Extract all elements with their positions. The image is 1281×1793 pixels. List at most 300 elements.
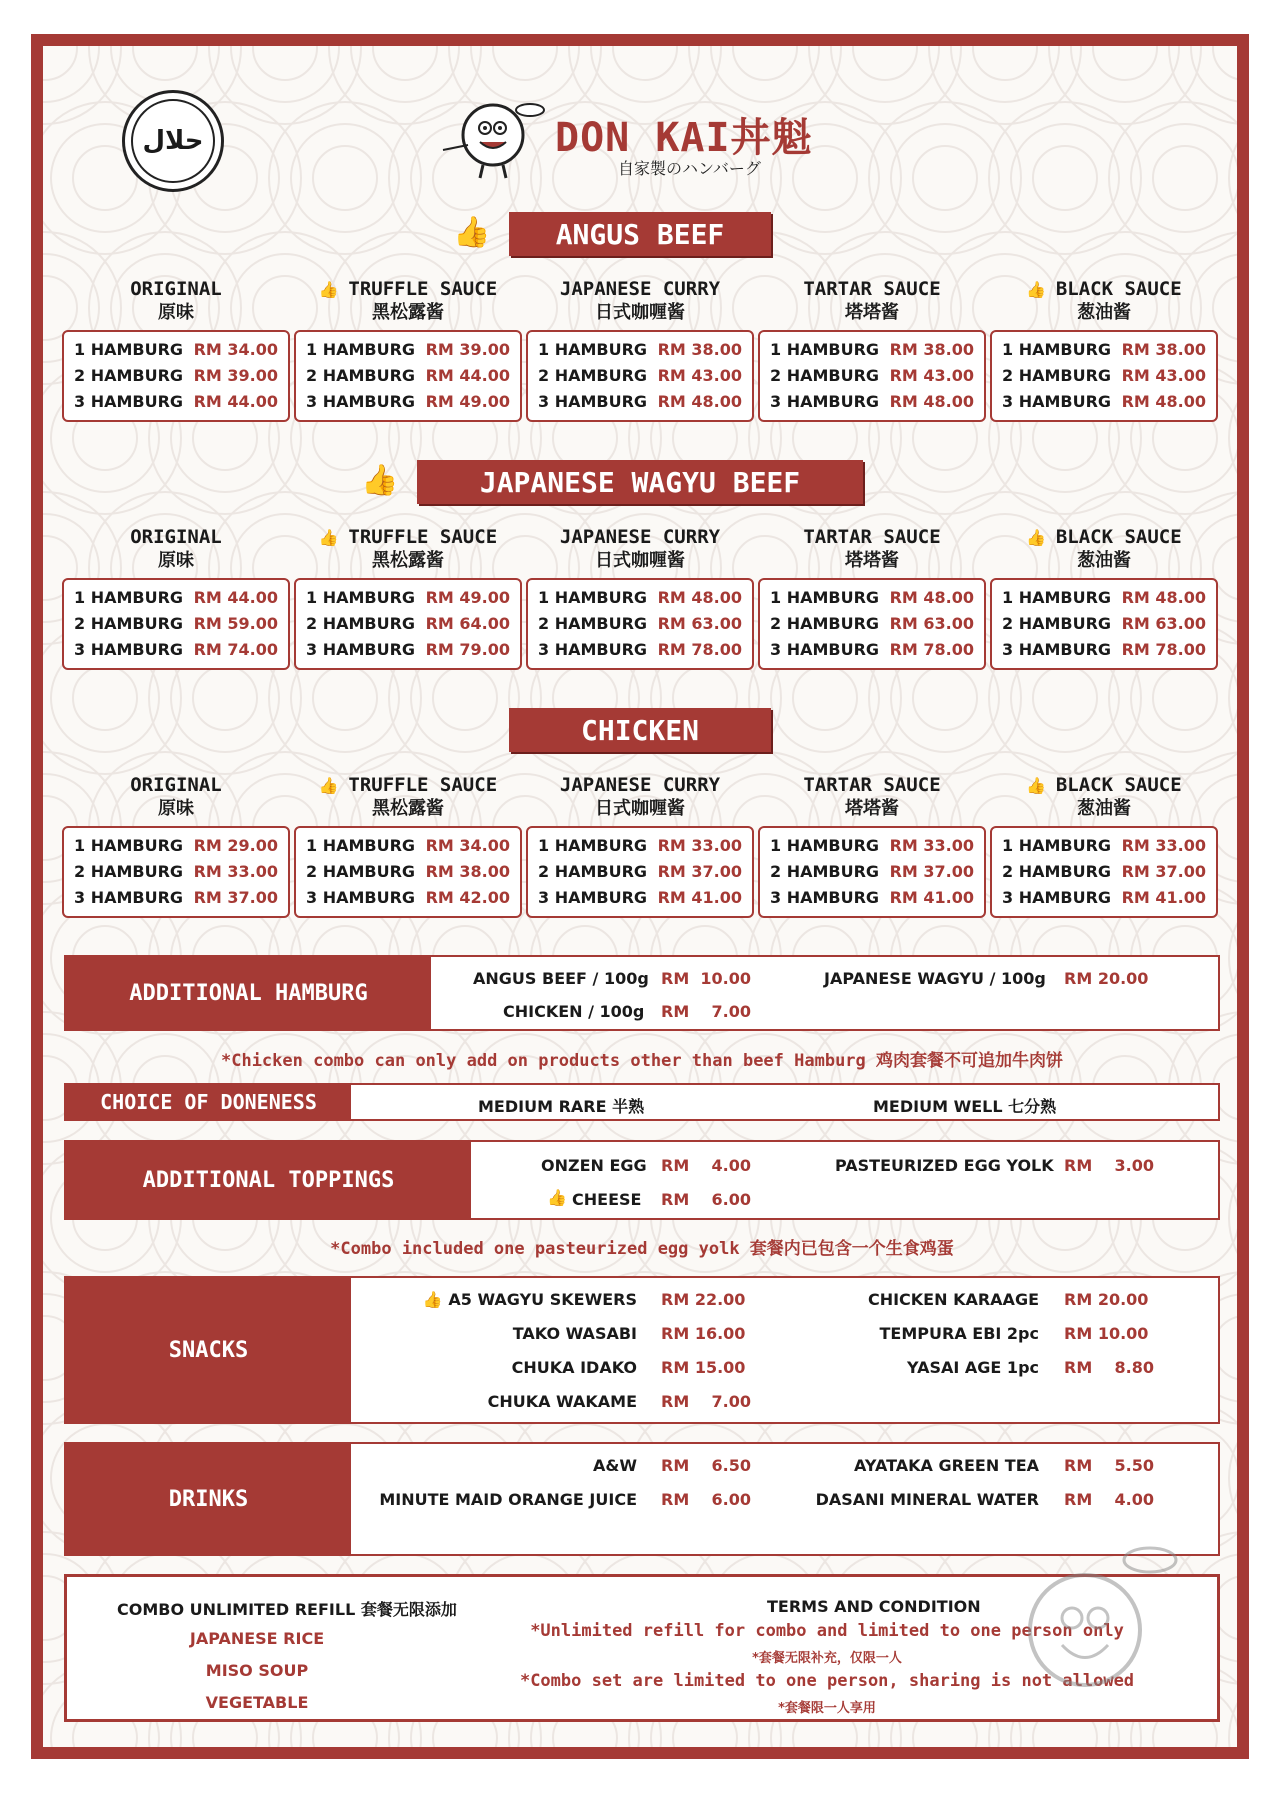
- flavor-title: [526, 774, 754, 820]
- hamburg-price: RM 39.00: [425, 339, 510, 359]
- hamburg-price: RM 38.00: [657, 339, 742, 359]
- flavor-name-en-text: ORIGINAL: [130, 526, 222, 548]
- angus-100g-price: RM 10.00: [661, 969, 751, 988]
- section-banner: JAPANESE WAGYU BEEF: [417, 460, 863, 504]
- flavor-name-en: [758, 526, 986, 549]
- egg-combo-note: *Combo included one pasteurized egg yolk 套餐内已包含一个生食鸡蛋: [330, 1239, 954, 1259]
- price-row: [306, 858, 510, 884]
- hamburg-price: RM 59.00: [193, 613, 278, 633]
- flavor-name-en: [990, 526, 1218, 549]
- hamburg-qty: 3 HAMBURG: [1002, 639, 1112, 659]
- combo-item: JAPANESE RICE: [189, 1629, 325, 1648]
- price-row: [538, 584, 742, 610]
- hamburg-price: RM 78.00: [889, 639, 974, 659]
- flavor-name-cn: 黑松露酱: [372, 550, 444, 571]
- hamburg-price: RM 34.00: [425, 835, 510, 855]
- additional-hamburg-label: ADDITIONAL HAMBURG: [66, 957, 431, 1029]
- hamburg-price: RM 44.00: [193, 391, 278, 411]
- flavor-title: [62, 774, 290, 820]
- terms-line: *Combo set are limited to one person, sharing is not allowed: [519, 1671, 1135, 1691]
- thumbs-up-icon: 👍: [318, 528, 349, 547]
- chicken-100g-price: RM 7.00: [661, 1002, 751, 1021]
- menu-item-name: [379, 1490, 637, 1509]
- additional-hamburg-section: [64, 955, 1220, 1031]
- flavor-name-en-text: ORIGINAL: [130, 774, 222, 796]
- hamburg-price: RM 33.00: [657, 835, 742, 855]
- thumbs-up-icon: 👍: [547, 1188, 567, 1207]
- price-row: [538, 388, 742, 414]
- thumbs-up-icon: 👍: [318, 280, 349, 299]
- price-box: [526, 330, 754, 422]
- price-row: [306, 388, 510, 414]
- flavor-name-en-text: TARTAR SAUCE: [803, 278, 941, 300]
- hamburg-qty: 3 HAMBURG: [74, 391, 184, 411]
- hamburg-qty: 1 HAMBURG: [770, 587, 880, 607]
- hamburg-qty: 3 HAMBURG: [1002, 391, 1112, 411]
- flavor-title: [990, 278, 1218, 324]
- price-row: [74, 636, 278, 662]
- angus-100g-name: ANGUS BEEF / 100g: [473, 969, 649, 988]
- menu-item-name-text: A&W: [593, 1456, 637, 1475]
- price-row: [306, 636, 510, 662]
- flavor-name-cn: 葱油酱: [1077, 798, 1131, 819]
- drinks-label: DRINKS: [66, 1444, 351, 1554]
- hamburg-qty: 2 HAMBURG: [538, 861, 648, 881]
- flavor-name-en-text: BLACK SAUCE: [1055, 774, 1182, 796]
- flavor-name-en: [62, 278, 290, 301]
- flavor-title: [526, 526, 754, 572]
- hamburg-qty: 3 HAMBURG: [306, 639, 416, 659]
- terms-title: TERMS AND CONDITION: [767, 1597, 981, 1616]
- price-row: [538, 362, 742, 388]
- hamburg-price: RM 63.00: [889, 613, 974, 633]
- combo-item: VEGETABLE: [205, 1693, 309, 1712]
- price-row: [74, 832, 278, 858]
- mascot-logo: [438, 90, 548, 180]
- flavor-title: [758, 774, 986, 820]
- price-row: [770, 636, 974, 662]
- snacks-label: SNACKS: [66, 1278, 351, 1422]
- brand-name: [555, 106, 813, 163]
- price-row: [770, 610, 974, 636]
- hamburg-qty: 1 HAMBURG: [74, 587, 184, 607]
- flavor-title: [294, 774, 522, 820]
- price-box: [990, 330, 1218, 422]
- hamburg-qty: 3 HAMBURG: [538, 887, 648, 907]
- bg-wave: [1032, 665, 1098, 731]
- menu-item-name: [423, 1290, 637, 1309]
- menu-item-price: RM 8.80: [1064, 1358, 1154, 1377]
- hamburg-price: RM 48.00: [657, 587, 742, 607]
- hamburg-qty: 3 HAMBURG: [770, 639, 880, 659]
- menu-item-price: RM 4.00: [1064, 1490, 1154, 1509]
- halal-logo: [122, 90, 224, 192]
- doneness-label: CHOICE OF DONENESS: [66, 1085, 351, 1119]
- flavor-name-cn: 原味: [158, 550, 194, 571]
- menu-item-price: RM 7.00: [661, 1392, 751, 1411]
- hamburg-price: RM 48.00: [1121, 587, 1206, 607]
- price-row: [74, 610, 278, 636]
- flavor-name-en-text: TARTAR SAUCE: [803, 526, 941, 548]
- bg-wave: [312, 145, 378, 211]
- hamburg-qty: 1 HAMBURG: [306, 339, 416, 359]
- hamburg-qty: 2 HAMBURG: [1002, 365, 1112, 385]
- price-row: [1002, 858, 1206, 884]
- flavor-name-cn: 葱油酱: [1077, 302, 1131, 323]
- menu-item-name-text: A5 WAGYU SKEWERS: [448, 1290, 637, 1309]
- toppings-section: [64, 1140, 1220, 1220]
- brand-name-cn: 丼魁: [730, 115, 813, 161]
- flavor-name-en-text: BLACK SAUCE: [1055, 526, 1182, 548]
- flavor-name-cn: 黑松露酱: [372, 798, 444, 819]
- hamburg-price: RM 48.00: [1121, 391, 1206, 411]
- brand-tagline: 自家製のハンバーグ: [618, 159, 761, 178]
- bg-wave: [72, 665, 138, 731]
- hamburg-qty: 1 HAMBURG: [74, 339, 184, 359]
- price-row: [770, 584, 974, 610]
- hamburg-qty: 1 HAMBURG: [538, 587, 648, 607]
- price-row: [538, 858, 742, 884]
- price-row: [770, 362, 974, 388]
- menu-item-name: [868, 1290, 1039, 1309]
- price-row: [74, 336, 278, 362]
- menu-item-name-text: YASAI AGE 1pc: [907, 1358, 1039, 1377]
- menu-item-name-text: CHUKA IDAKO: [511, 1358, 637, 1377]
- price-box: [62, 578, 290, 670]
- hamburg-qty: 2 HAMBURG: [1002, 613, 1112, 633]
- hamburg-qty: 3 HAMBURG: [74, 887, 184, 907]
- flavor-name-en: [758, 774, 986, 797]
- hamburg-price: RM 48.00: [657, 391, 742, 411]
- combo-item: MISO SOUP: [205, 1661, 309, 1680]
- price-row: [1002, 832, 1206, 858]
- cheese-price: RM 6.00: [661, 1190, 751, 1209]
- flavor-title: [758, 526, 986, 572]
- hamburg-price: RM 38.00: [425, 861, 510, 881]
- toppings-label: ADDITIONAL TOPPINGS: [66, 1142, 471, 1218]
- price-box: [526, 826, 754, 918]
- egg-yolk-price: RM 3.00: [1064, 1156, 1154, 1175]
- wagyu-100g-price: RM 20.00: [1064, 969, 1149, 988]
- price-box: [758, 826, 986, 918]
- hamburg-qty: 3 HAMBURG: [770, 391, 880, 411]
- hamburg-price: RM 44.00: [425, 365, 510, 385]
- egg-yolk-name: PASTEURIZED EGG YOLK: [835, 1156, 1054, 1175]
- chicken-100g-name: CHICKEN / 100g: [503, 1002, 645, 1021]
- menu-item-name: [816, 1490, 1039, 1509]
- flavor-name-en-text: JAPANESE CURRY: [559, 774, 721, 796]
- hamburg-price: RM 79.00: [425, 639, 510, 659]
- hamburg-qty: 2 HAMBURG: [770, 861, 880, 881]
- thumbs-up-icon: 👍: [318, 776, 349, 795]
- menu-item-name-text: TEMPURA EBI 2pc: [879, 1324, 1039, 1343]
- brand-name-en: DON KAI: [555, 115, 731, 161]
- hamburg-qty: 2 HAMBURG: [538, 613, 648, 633]
- hamburg-qty: 1 HAMBURG: [1002, 587, 1112, 607]
- hamburg-qty: 3 HAMBURG: [1002, 887, 1112, 907]
- flavor-name-cn: 日式咖喱酱: [595, 550, 685, 571]
- terms-line: *套餐限一人享用: [778, 1701, 876, 1716]
- menu-item-name-text: CHUKA WAKAME: [487, 1392, 637, 1411]
- menu-item-price: RM 16.00: [661, 1324, 746, 1343]
- hamburg-price: RM 34.00: [193, 339, 278, 359]
- flavor-name-cn: 塔塔酱: [845, 302, 899, 323]
- hamburg-qty: 1 HAMBURG: [538, 835, 648, 855]
- medium-rare: MEDIUM RARE 半熟: [478, 1097, 645, 1116]
- price-row: [1002, 388, 1206, 414]
- bg-wave: [192, 665, 258, 731]
- flavor-name-en: [294, 278, 522, 301]
- price-row: [538, 884, 742, 910]
- price-box: [990, 578, 1218, 670]
- hamburg-qty: 1 HAMBURG: [306, 835, 416, 855]
- menu-item-name: [907, 1358, 1039, 1377]
- thumbs-up-icon: 👍: [422, 1290, 449, 1309]
- price-row: [538, 636, 742, 662]
- thumbs-up-icon: 👍: [361, 462, 399, 498]
- hamburg-qty: 2 HAMBURG: [306, 365, 416, 385]
- flavor-name-en: [990, 278, 1218, 301]
- price-box: [294, 826, 522, 918]
- flavor-title: [62, 278, 290, 324]
- hamburg-qty: 1 HAMBURG: [770, 835, 880, 855]
- flavor-name-en: [526, 526, 754, 549]
- menu-item-name-text: AYATAKA GREEN TEA: [854, 1456, 1039, 1475]
- onzen-egg-price: RM 4.00: [661, 1156, 751, 1175]
- price-row: [306, 884, 510, 910]
- price-row: [306, 610, 510, 636]
- hamburg-price: RM 33.00: [193, 861, 278, 881]
- menu-item-price: RM 5.50: [1064, 1456, 1154, 1475]
- hamburg-price: RM 64.00: [425, 613, 510, 633]
- hamburg-price: RM 33.00: [1121, 835, 1206, 855]
- hamburg-qty: 2 HAMBURG: [538, 365, 648, 385]
- bg-wave: [912, 665, 978, 731]
- hamburg-qty: 2 HAMBURG: [1002, 861, 1112, 881]
- flavor-title: [758, 278, 986, 324]
- bg-wave: [912, 145, 978, 211]
- price-box: [62, 826, 290, 918]
- price-box: [294, 578, 522, 670]
- medium-well: MEDIUM WELL 七分熟: [873, 1097, 1057, 1116]
- hamburg-price: RM 74.00: [193, 639, 278, 659]
- hamburg-qty: 3 HAMBURG: [770, 887, 880, 907]
- bg-wave: [432, 665, 498, 731]
- hamburg-price: RM 49.00: [425, 587, 510, 607]
- price-box: [526, 578, 754, 670]
- hamburg-qty: 1 HAMBURG: [770, 339, 880, 359]
- price-row: [770, 388, 974, 414]
- thumbs-up-icon: 👍: [1026, 280, 1056, 299]
- bg-wave: [312, 665, 378, 731]
- menu-item-price: RM 20.00: [1064, 1290, 1149, 1309]
- flavor-name-cn: 塔塔酱: [845, 798, 899, 819]
- menu-item-name-text: CHICKEN KARAAGE: [867, 1290, 1039, 1309]
- flavor-name-en-text: TRUFFLE SAUCE: [348, 774, 498, 796]
- flavor-title: [990, 526, 1218, 572]
- flavor-title: [990, 774, 1218, 820]
- section-banner: ANGUS BEEF: [509, 212, 771, 256]
- flavor-title: [294, 526, 522, 572]
- hamburg-price: RM 49.00: [425, 391, 510, 411]
- chicken-combo-note: *Chicken combo can only add on products other than beef Hamburg 鸡肉套餐不可追加牛肉饼: [220, 1051, 1064, 1071]
- bg-wave: [1152, 665, 1218, 731]
- menu-item-price: RM 15.00: [661, 1358, 746, 1377]
- menu-item-name: [488, 1392, 637, 1411]
- hamburg-price: RM 41.00: [889, 887, 974, 907]
- thumbs-up-icon: 👍: [1026, 528, 1056, 547]
- price-row: [74, 388, 278, 414]
- flavor-name-en: [990, 774, 1218, 797]
- hamburg-price: RM 37.00: [889, 861, 974, 881]
- wagyu-100g-name: JAPANESE WAGYU / 100g: [824, 969, 1046, 988]
- flavor-name-en: [294, 526, 522, 549]
- hamburg-qty: 3 HAMBURG: [306, 887, 416, 907]
- flavor-name-en: [62, 774, 290, 797]
- hamburg-price: RM 38.00: [1121, 339, 1206, 359]
- price-row: [74, 584, 278, 610]
- menu-item-name: [513, 1324, 637, 1343]
- price-row: [538, 832, 742, 858]
- hamburg-price: RM 48.00: [889, 587, 974, 607]
- flavor-title: [526, 278, 754, 324]
- flavor-name-cn: 黑松露酱: [372, 302, 444, 323]
- hamburg-qty: 3 HAMBURG: [74, 639, 184, 659]
- flavor-name-en: [526, 774, 754, 797]
- price-row: [74, 884, 278, 910]
- mascot-illustration: [1000, 1530, 1180, 1720]
- flavor-name-en-text: BLACK SAUCE: [1055, 278, 1182, 300]
- hamburg-qty: 2 HAMBURG: [306, 613, 416, 633]
- flavor-name-cn: 原味: [158, 302, 194, 323]
- flavor-name-cn: 葱油酱: [1077, 550, 1131, 571]
- hamburg-price: RM 63.00: [1121, 613, 1206, 633]
- thumbs-up-icon: 👍: [1026, 776, 1056, 795]
- price-row: [1002, 336, 1206, 362]
- hamburg-price: RM 43.00: [1121, 365, 1206, 385]
- flavor-name-en-text: TRUFFLE SAUCE: [348, 278, 498, 300]
- hamburg-price: RM 78.00: [657, 639, 742, 659]
- flavor-name-en: [294, 774, 522, 797]
- price-row: [770, 336, 974, 362]
- menu-item-price: RM 10.00: [1064, 1324, 1149, 1343]
- snacks-section: [64, 1276, 1220, 1424]
- halal-text: حلال: [131, 99, 215, 183]
- hamburg-qty: 2 HAMBURG: [74, 365, 184, 385]
- hamburg-qty: 2 HAMBURG: [74, 613, 184, 633]
- hamburg-price: RM 38.00: [889, 339, 974, 359]
- price-row: [1002, 884, 1206, 910]
- flavor-name-en: [526, 278, 754, 301]
- flavor-name-cn: 日式咖喱酱: [595, 798, 685, 819]
- hamburg-qty: 1 HAMBURG: [1002, 835, 1112, 855]
- hamburg-price: RM 78.00: [1121, 639, 1206, 659]
- bg-wave: [792, 665, 858, 731]
- hamburg-price: RM 43.00: [889, 365, 974, 385]
- price-row: [306, 584, 510, 610]
- hamburg-qty: 3 HAMBURG: [538, 639, 648, 659]
- price-row: [1002, 584, 1206, 610]
- price-row: [770, 858, 974, 884]
- menu-item-name: [512, 1358, 637, 1377]
- hamburg-price: RM 33.00: [889, 835, 974, 855]
- price-row: [74, 858, 278, 884]
- menu-item-name-text: TAKO WASABI: [512, 1324, 637, 1343]
- hamburg-price: RM 63.00: [657, 613, 742, 633]
- flavor-name-cn: 塔塔酱: [845, 550, 899, 571]
- hamburg-price: RM 39.00: [193, 365, 278, 385]
- hamburg-price: RM 44.00: [193, 587, 278, 607]
- price-row: [538, 336, 742, 362]
- price-box: [758, 330, 986, 422]
- flavor-name-cn: 日式咖喱酱: [595, 302, 685, 323]
- price-row: [1002, 610, 1206, 636]
- price-box: [62, 330, 290, 422]
- price-row: [74, 362, 278, 388]
- price-row: [306, 336, 510, 362]
- terms-line: *Unlimited refill for combo and limited to one person only: [530, 1621, 1124, 1641]
- hamburg-qty: 1 HAMBURG: [74, 835, 184, 855]
- flavor-name-en-text: TARTAR SAUCE: [803, 774, 941, 796]
- bg-wave: [1152, 145, 1218, 211]
- menu-item-name-text: DASANI MINERAL WATER: [815, 1490, 1039, 1509]
- menu-item-name: [593, 1456, 637, 1475]
- menu-item-price: RM 6.00: [661, 1490, 751, 1509]
- hamburg-qty: 2 HAMBURG: [770, 365, 880, 385]
- hamburg-qty: 3 HAMBURG: [306, 391, 416, 411]
- hamburg-qty: 1 HAMBURG: [1002, 339, 1112, 359]
- hamburg-qty: 2 HAMBURG: [74, 861, 184, 881]
- hamburg-price: RM 37.00: [657, 861, 742, 881]
- menu-item-name-text: MINUTE MAID ORANGE JUICE: [379, 1490, 637, 1509]
- hamburg-qty: 1 HAMBURG: [538, 339, 648, 359]
- hamburg-qty: 1 HAMBURG: [306, 587, 416, 607]
- price-row: [538, 610, 742, 636]
- price-box: [294, 330, 522, 422]
- hamburg-qty: 2 HAMBURG: [770, 613, 880, 633]
- menu-item-name: [880, 1324, 1039, 1343]
- flavor-name-en-text: JAPANESE CURRY: [559, 526, 721, 548]
- terms-line: *套餐无限补充，仅限一人: [752, 1651, 902, 1666]
- flavor-title: [294, 278, 522, 324]
- combo-title: COMBO UNLIMITED REFILL 套餐无限添加: [117, 1600, 457, 1619]
- flavor-name-en-text: TRUFFLE SAUCE: [348, 526, 498, 548]
- price-box: [990, 826, 1218, 918]
- hamburg-price: RM 41.00: [1121, 887, 1206, 907]
- flavor-name-en: [758, 278, 986, 301]
- hamburg-qty: 2 HAMBURG: [306, 861, 416, 881]
- flavor-name-en: [62, 526, 290, 549]
- hamburg-price: RM 41.00: [657, 887, 742, 907]
- price-row: [770, 884, 974, 910]
- menu-item-price: RM 6.50: [661, 1456, 751, 1475]
- price-row: [770, 832, 974, 858]
- cheese-name: CHEESE: [572, 1190, 642, 1209]
- menu-item-name: [854, 1456, 1039, 1475]
- price-box: [758, 578, 986, 670]
- hamburg-price: RM 42.00: [425, 887, 510, 907]
- price-row: [1002, 362, 1206, 388]
- flavor-title: [62, 526, 290, 572]
- hamburg-price: RM 43.00: [657, 365, 742, 385]
- flavor-name-cn: 原味: [158, 798, 194, 819]
- hamburg-qty: 3 HAMBURG: [538, 391, 648, 411]
- doneness-section: [64, 1083, 1220, 1121]
- section-banner: CHICKEN: [509, 708, 771, 752]
- thumbs-up-icon: 👍: [453, 214, 491, 250]
- price-row: [306, 832, 510, 858]
- flavor-name-en-text: ORIGINAL: [130, 278, 222, 300]
